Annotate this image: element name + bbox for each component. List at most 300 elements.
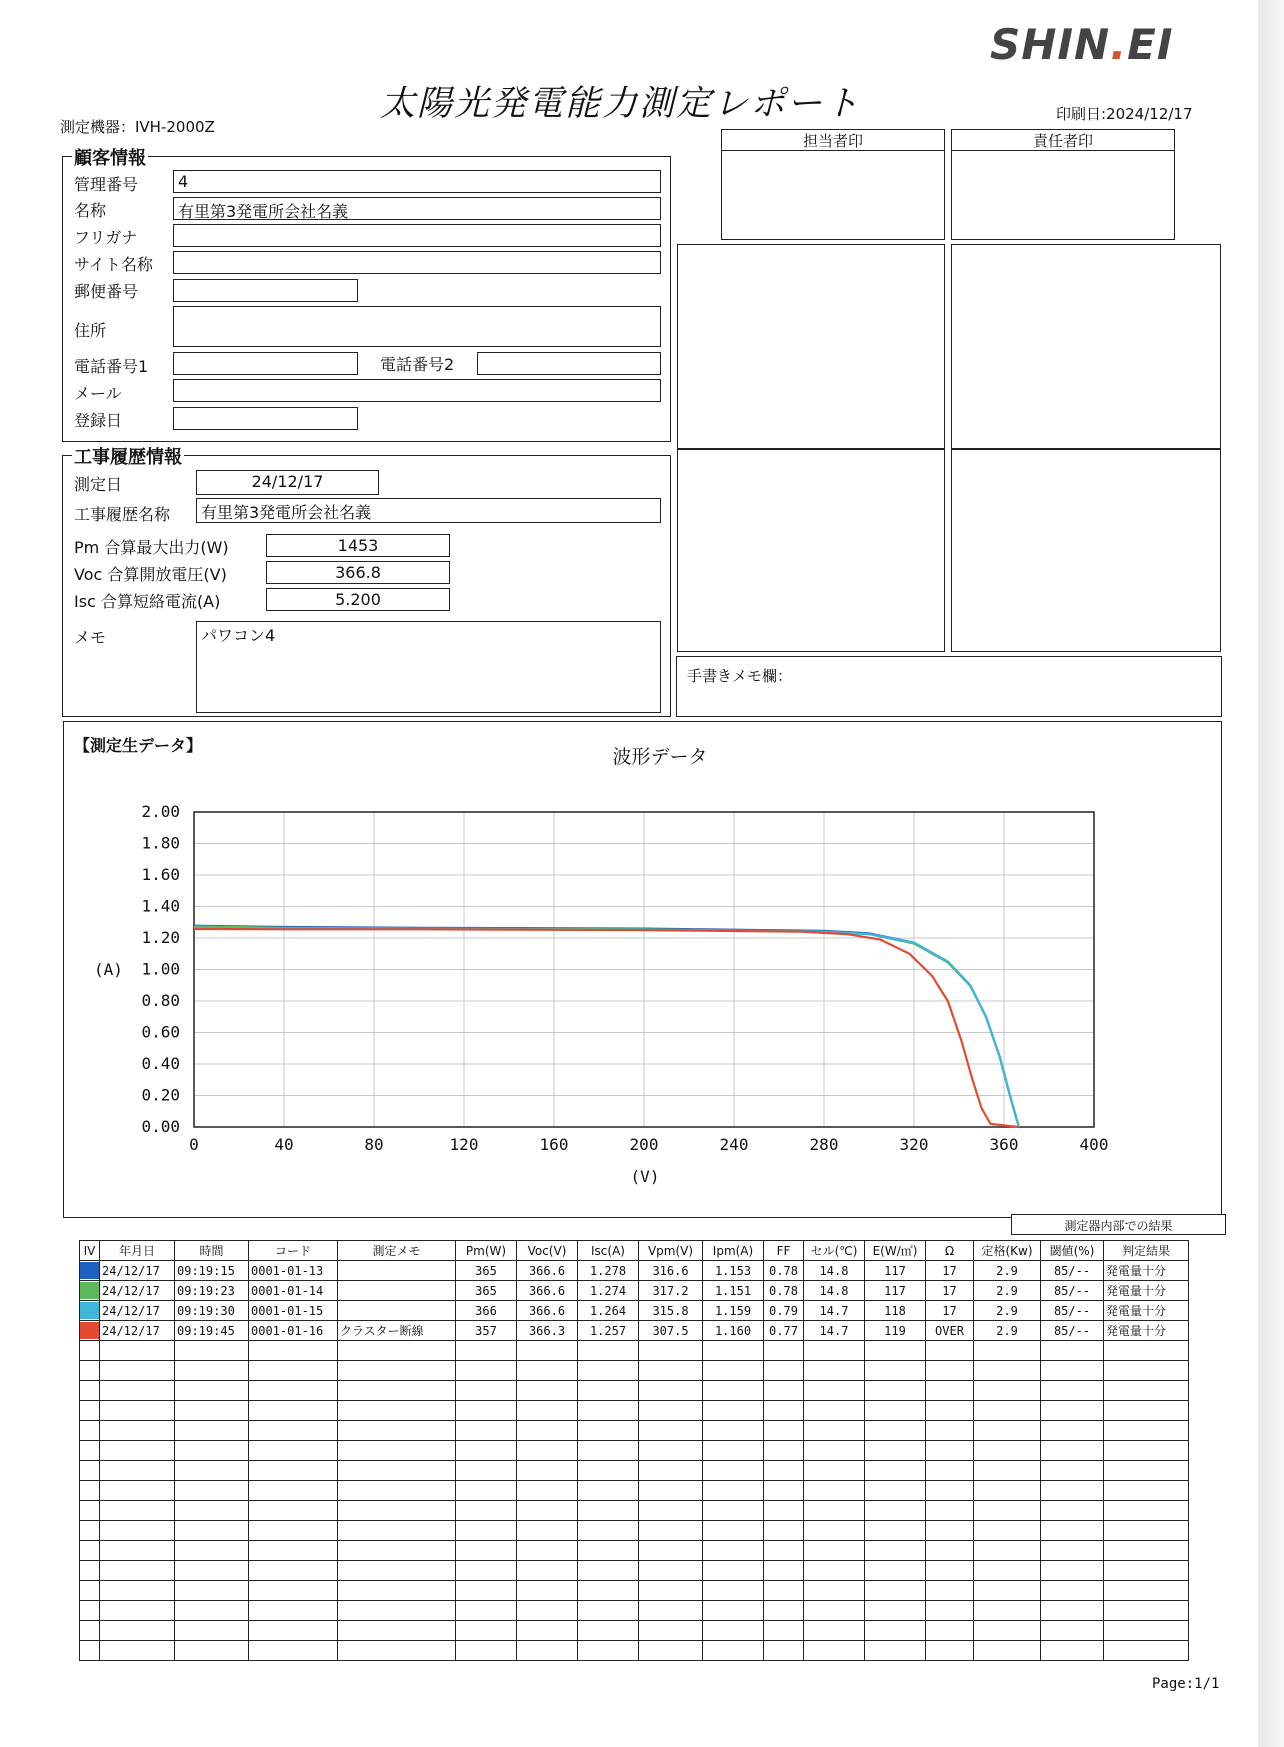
table-cell — [1041, 1461, 1104, 1481]
y-tick-label: 1.40 — [141, 896, 180, 916]
results-col-header: E(W/㎡) — [865, 1241, 926, 1261]
table-cell — [80, 1541, 100, 1561]
table-cell — [865, 1641, 926, 1661]
table-cell — [338, 1281, 456, 1301]
table-cell — [639, 1341, 703, 1361]
person-stamp-box — [721, 129, 945, 240]
empty-table-row — [80, 1521, 1189, 1541]
x-tick-label: 360 — [989, 1135, 1019, 1154]
table-cell — [764, 1361, 804, 1381]
empty-table-row — [80, 1421, 1189, 1441]
table-cell — [639, 1361, 703, 1381]
table-cell — [804, 1421, 865, 1441]
x-tick-label: 400 — [1079, 1135, 1109, 1154]
table-cell — [517, 1441, 578, 1461]
table-cell — [175, 1461, 249, 1481]
table-cell — [80, 1401, 100, 1421]
table-cell — [804, 1521, 865, 1541]
furigana-label: フリガナ — [74, 228, 138, 247]
results-col-header: Pm(W) — [456, 1241, 517, 1261]
table-cell — [1104, 1401, 1189, 1421]
table-cell — [517, 1561, 578, 1581]
table-cell: 357 — [456, 1321, 517, 1341]
table-cell — [639, 1401, 703, 1421]
table-cell — [865, 1441, 926, 1461]
table-cell: 発電量十分 — [1104, 1281, 1189, 1301]
empty-table-row — [80, 1501, 1189, 1521]
pm-label: Pm 合算最大出力(W) — [74, 538, 229, 557]
y-tick-label: 0.00 — [141, 1117, 180, 1136]
results-col-header: 年月日 — [100, 1241, 175, 1261]
table-cell — [249, 1561, 338, 1581]
table-cell — [249, 1341, 338, 1361]
table-cell: 1.278 — [578, 1261, 639, 1281]
table-cell — [639, 1641, 703, 1661]
table-cell: 0.78 — [764, 1261, 804, 1281]
table-cell: 0.77 — [764, 1321, 804, 1341]
x-tick-label: 200 — [629, 1135, 659, 1154]
empty-table-row — [80, 1541, 1189, 1561]
address-field — [173, 306, 661, 347]
responsible-stamp-box — [951, 129, 1175, 240]
table-cell — [703, 1441, 764, 1461]
table-cell — [926, 1361, 974, 1381]
table-cell — [338, 1541, 456, 1561]
table-cell — [175, 1381, 249, 1401]
table-cell — [764, 1641, 804, 1661]
table-cell — [639, 1461, 703, 1481]
table-cell: 1.151 — [703, 1281, 764, 1301]
table-cell — [517, 1461, 578, 1481]
table-cell: 0001-01-14 — [249, 1281, 338, 1301]
table-cell — [974, 1361, 1041, 1381]
table-cell: 24/12/17 — [100, 1321, 175, 1341]
series-line-4 — [194, 929, 1018, 1127]
table-cell — [764, 1541, 804, 1561]
table-cell — [456, 1581, 517, 1601]
empty-table-row — [80, 1641, 1189, 1661]
mail-label: メール — [74, 384, 122, 403]
table-cell — [1104, 1601, 1189, 1621]
table-cell — [1041, 1581, 1104, 1601]
table-cell — [100, 1561, 175, 1581]
photo-box-1 — [677, 244, 945, 450]
table-cell — [578, 1461, 639, 1481]
table-cell — [249, 1501, 338, 1521]
table-cell — [578, 1641, 639, 1661]
empty-table-row — [80, 1361, 1189, 1381]
table-cell: 0.79 — [764, 1301, 804, 1321]
manage-no-label: 管理番号 — [74, 175, 139, 194]
table-cell — [639, 1481, 703, 1501]
table-cell — [175, 1641, 249, 1661]
table-cell — [80, 1601, 100, 1621]
table-cell — [926, 1521, 974, 1541]
table-cell — [456, 1501, 517, 1521]
table-cell — [249, 1441, 338, 1461]
table-cell — [578, 1521, 639, 1541]
table-cell — [804, 1561, 865, 1581]
table-cell — [578, 1501, 639, 1521]
results-col-header: 判定結果 — [1104, 1241, 1189, 1261]
table-cell: 366.3 — [517, 1321, 578, 1341]
person-stamp-label: 担当者印 — [722, 130, 944, 151]
table-cell — [926, 1381, 974, 1401]
table-cell — [249, 1361, 338, 1381]
table-cell — [456, 1621, 517, 1641]
table-cell — [764, 1481, 804, 1501]
table-cell: 14.8 — [804, 1261, 865, 1281]
table-cell — [1104, 1381, 1189, 1401]
table-cell — [175, 1561, 249, 1581]
table-cell — [1041, 1481, 1104, 1501]
table-cell — [804, 1361, 865, 1381]
table-cell: 85/-- — [1041, 1321, 1104, 1341]
x-tick-label: 160 — [539, 1135, 569, 1154]
x-tick-label: 240 — [719, 1135, 749, 1154]
results-col-header: FF — [764, 1241, 804, 1261]
y-tick-label: 0.20 — [141, 1085, 180, 1105]
table-cell — [804, 1621, 865, 1641]
table-cell — [456, 1461, 517, 1481]
table-cell — [100, 1361, 175, 1381]
table-cell — [578, 1361, 639, 1381]
table-cell: 1.160 — [703, 1321, 764, 1341]
photo-box-4 — [951, 448, 1221, 652]
table-cell — [175, 1601, 249, 1621]
table-cell — [100, 1381, 175, 1401]
y-tick-label: 0.60 — [141, 1022, 180, 1042]
table-cell — [703, 1341, 764, 1361]
empty-table-row — [80, 1621, 1189, 1641]
table-cell — [175, 1621, 249, 1641]
table-cell — [865, 1501, 926, 1521]
table-cell — [249, 1401, 338, 1421]
table-cell — [1104, 1421, 1189, 1441]
table-cell — [338, 1601, 456, 1621]
table-cell — [974, 1481, 1041, 1501]
table-cell — [80, 1561, 100, 1581]
table-cell — [80, 1381, 100, 1401]
table-cell — [865, 1341, 926, 1361]
table-cell — [1104, 1621, 1189, 1641]
table-cell — [80, 1581, 100, 1601]
table-cell — [703, 1401, 764, 1421]
table-cell — [456, 1341, 517, 1361]
table-cell — [338, 1521, 456, 1541]
empty-table-row — [80, 1581, 1189, 1601]
y-tick-label: 0.40 — [141, 1054, 180, 1073]
table-cell — [1104, 1341, 1189, 1361]
results-col-header: Isc(A) — [578, 1241, 639, 1261]
table-cell — [100, 1581, 175, 1601]
table-cell — [804, 1601, 865, 1621]
series-line-2 — [194, 926, 1019, 1127]
table-cell — [974, 1421, 1041, 1441]
table-cell: 1.264 — [578, 1301, 639, 1321]
table-cell — [249, 1521, 338, 1541]
table-cell — [249, 1621, 338, 1641]
table-cell — [804, 1641, 865, 1661]
table-row — [80, 1261, 1189, 1281]
device-label: 測定機器：IVH-2000Z — [60, 118, 215, 136]
furigana-field — [173, 224, 661, 247]
table-cell — [517, 1641, 578, 1661]
table-cell — [764, 1561, 804, 1581]
print-date: 印刷日:2024/12/17 — [1056, 105, 1193, 123]
table-cell — [578, 1601, 639, 1621]
table-cell — [517, 1621, 578, 1641]
table-cell — [926, 1621, 974, 1641]
history-name-field: 有里第3発電所会社名義 — [196, 498, 661, 523]
table-cell — [1104, 1481, 1189, 1501]
table-cell — [249, 1461, 338, 1481]
table-cell — [80, 1461, 100, 1481]
table-cell — [764, 1341, 804, 1361]
table-cell — [517, 1381, 578, 1401]
table-cell — [639, 1421, 703, 1441]
table-cell — [1041, 1361, 1104, 1381]
empty-table-row — [80, 1381, 1189, 1401]
table-cell — [80, 1501, 100, 1521]
table-cell — [703, 1461, 764, 1481]
table-cell: 366 — [456, 1301, 517, 1321]
table-cell — [80, 1441, 100, 1461]
results-col-header: コード — [249, 1241, 338, 1261]
results-col-header: 定格(Kw) — [974, 1241, 1041, 1261]
isc-value: 5.200 — [266, 588, 450, 611]
x-tick-label: 80 — [364, 1135, 384, 1154]
x-axis-label: (V) — [630, 1167, 660, 1186]
table-cell — [703, 1641, 764, 1661]
table-cell — [703, 1421, 764, 1441]
table-cell — [1041, 1421, 1104, 1441]
table-cell — [1041, 1641, 1104, 1661]
table-cell — [703, 1361, 764, 1381]
table-cell: 85/-- — [1041, 1261, 1104, 1281]
table-cell — [926, 1581, 974, 1601]
table-cell: 17 — [926, 1301, 974, 1321]
results-col-header: Ipm(A) — [703, 1241, 764, 1261]
table-cell — [865, 1361, 926, 1381]
table-cell — [1041, 1561, 1104, 1581]
table-cell — [1104, 1581, 1189, 1601]
x-tick-label: 0 — [189, 1135, 199, 1154]
table-cell — [974, 1581, 1041, 1601]
table-cell — [974, 1641, 1041, 1661]
table-cell — [175, 1341, 249, 1361]
table-cell — [703, 1601, 764, 1621]
table-cell — [804, 1501, 865, 1521]
table-cell — [804, 1541, 865, 1561]
y-axis-label: (A) — [94, 960, 123, 979]
table-cell: 366.6 — [517, 1281, 578, 1301]
table-cell: 09:19:15 — [175, 1261, 249, 1281]
table-cell: 0001-01-16 — [249, 1321, 338, 1341]
table-cell: 24/12/17 — [100, 1261, 175, 1281]
iv-curve-chart — [80, 790, 1140, 1170]
table-cell: 2.9 — [974, 1261, 1041, 1281]
table-cell — [1041, 1601, 1104, 1621]
table-cell — [865, 1461, 926, 1481]
table-cell — [764, 1621, 804, 1641]
table-cell — [249, 1581, 338, 1601]
table-cell — [639, 1541, 703, 1561]
table-cell — [578, 1341, 639, 1361]
table-cell — [764, 1401, 804, 1421]
empty-table-row — [80, 1481, 1189, 1501]
table-cell — [100, 1481, 175, 1501]
table-cell — [100, 1421, 175, 1441]
table-cell: OVER — [926, 1321, 974, 1341]
tel2-label: 電話番号2 — [380, 355, 455, 374]
table-cell — [703, 1561, 764, 1581]
table-cell — [338, 1261, 456, 1281]
color-swatch — [80, 1302, 99, 1319]
table-cell — [175, 1481, 249, 1501]
table-cell — [1104, 1521, 1189, 1541]
table-cell — [974, 1601, 1041, 1621]
table-cell: 09:19:30 — [175, 1301, 249, 1321]
table-cell — [865, 1521, 926, 1541]
table-cell — [926, 1441, 974, 1461]
table-cell — [926, 1501, 974, 1521]
table-cell — [1104, 1641, 1189, 1661]
measure-date-label: 測定日 — [74, 475, 123, 494]
table-cell — [100, 1341, 175, 1361]
table-cell — [249, 1421, 338, 1441]
table-cell: 発電量十分 — [1104, 1301, 1189, 1321]
table-cell — [865, 1481, 926, 1501]
y-tick-label: 1.20 — [141, 928, 180, 947]
table-cell: 1.159 — [703, 1301, 764, 1321]
color-swatch — [80, 1282, 99, 1299]
table-cell: 119 — [865, 1321, 926, 1341]
table-cell: 365 — [456, 1261, 517, 1281]
results-col-header: 測定メモ — [338, 1241, 456, 1261]
table-cell — [703, 1581, 764, 1601]
table-cell: 117 — [865, 1261, 926, 1281]
results-col-header: 時間 — [175, 1241, 249, 1261]
voc-label: Voc 合算開放電圧(V) — [74, 565, 227, 584]
table-cell — [249, 1601, 338, 1621]
table-cell — [100, 1621, 175, 1641]
series-color-swatch — [80, 1301, 100, 1321]
table-cell — [517, 1541, 578, 1561]
table-cell — [926, 1401, 974, 1421]
tel2-field — [477, 352, 661, 375]
x-tick-label: 280 — [809, 1135, 839, 1154]
table-cell — [764, 1381, 804, 1401]
table-cell — [764, 1461, 804, 1481]
table-cell — [1104, 1501, 1189, 1521]
table-cell — [338, 1381, 456, 1401]
chart-title: 波形データ — [612, 746, 708, 768]
table-cell — [764, 1581, 804, 1601]
series-color-swatch — [80, 1261, 100, 1281]
table-cell — [764, 1601, 804, 1621]
pm-value: 1453 — [266, 534, 450, 557]
table-cell — [517, 1341, 578, 1361]
table-cell: 0.78 — [764, 1281, 804, 1301]
results-header-row — [80, 1241, 1189, 1261]
table-cell — [974, 1381, 1041, 1401]
table-cell — [249, 1481, 338, 1501]
table-cell — [578, 1481, 639, 1501]
table-row — [80, 1321, 1189, 1341]
table-cell — [804, 1401, 865, 1421]
photo-box-3 — [677, 448, 945, 652]
y-tick-label: 2.00 — [141, 802, 180, 821]
table-cell — [639, 1561, 703, 1581]
table-cell: 14.7 — [804, 1321, 865, 1341]
table-cell — [338, 1501, 456, 1521]
table-row — [80, 1281, 1189, 1301]
table-cell — [578, 1541, 639, 1561]
table-cell — [100, 1521, 175, 1541]
table-cell — [1041, 1381, 1104, 1401]
table-cell — [703, 1541, 764, 1561]
table-cell — [639, 1441, 703, 1461]
tel1-label: 電話番号1 — [74, 357, 149, 376]
x-tick-label: 320 — [899, 1135, 929, 1154]
table-cell: 1.153 — [703, 1261, 764, 1281]
table-cell — [804, 1481, 865, 1501]
table-cell: 316.6 — [639, 1261, 703, 1281]
table-cell: 0001-01-15 — [249, 1301, 338, 1321]
table-row — [80, 1301, 1189, 1321]
table-cell — [703, 1481, 764, 1501]
table-cell — [865, 1601, 926, 1621]
table-cell — [865, 1421, 926, 1441]
table-cell — [1041, 1541, 1104, 1561]
table-cell — [517, 1401, 578, 1421]
table-cell — [974, 1341, 1041, 1361]
results-table — [79, 1240, 1189, 1661]
table-cell — [804, 1461, 865, 1481]
table-cell — [249, 1641, 338, 1661]
measure-date-field: 24/12/17 — [196, 470, 379, 495]
table-cell — [338, 1441, 456, 1461]
table-cell — [456, 1401, 517, 1421]
report-title: 太陽光発電能力測定レポート — [380, 84, 862, 124]
table-cell — [338, 1461, 456, 1481]
table-cell — [1041, 1441, 1104, 1461]
table-cell — [974, 1501, 1041, 1521]
table-cell — [974, 1621, 1041, 1641]
table-cell — [175, 1401, 249, 1421]
table-cell: 1.257 — [578, 1321, 639, 1341]
empty-table-row — [80, 1461, 1189, 1481]
table-cell — [80, 1481, 100, 1501]
table-cell: 85/-- — [1041, 1301, 1104, 1321]
table-cell: 317.2 — [639, 1281, 703, 1301]
reg-date-label: 登録日 — [74, 411, 123, 430]
table-cell — [1104, 1461, 1189, 1481]
table-cell — [175, 1521, 249, 1541]
table-cell: 85/-- — [1041, 1281, 1104, 1301]
y-tick-label: 0.80 — [141, 991, 180, 1010]
table-cell — [578, 1421, 639, 1441]
table-cell — [80, 1621, 100, 1641]
table-cell — [80, 1521, 100, 1541]
table-cell — [865, 1621, 926, 1641]
series-line-1 — [194, 926, 1019, 1127]
table-cell — [1104, 1441, 1189, 1461]
table-cell — [926, 1601, 974, 1621]
voc-value: 366.8 — [266, 561, 450, 584]
zip-label: 郵便番号 — [74, 282, 139, 301]
